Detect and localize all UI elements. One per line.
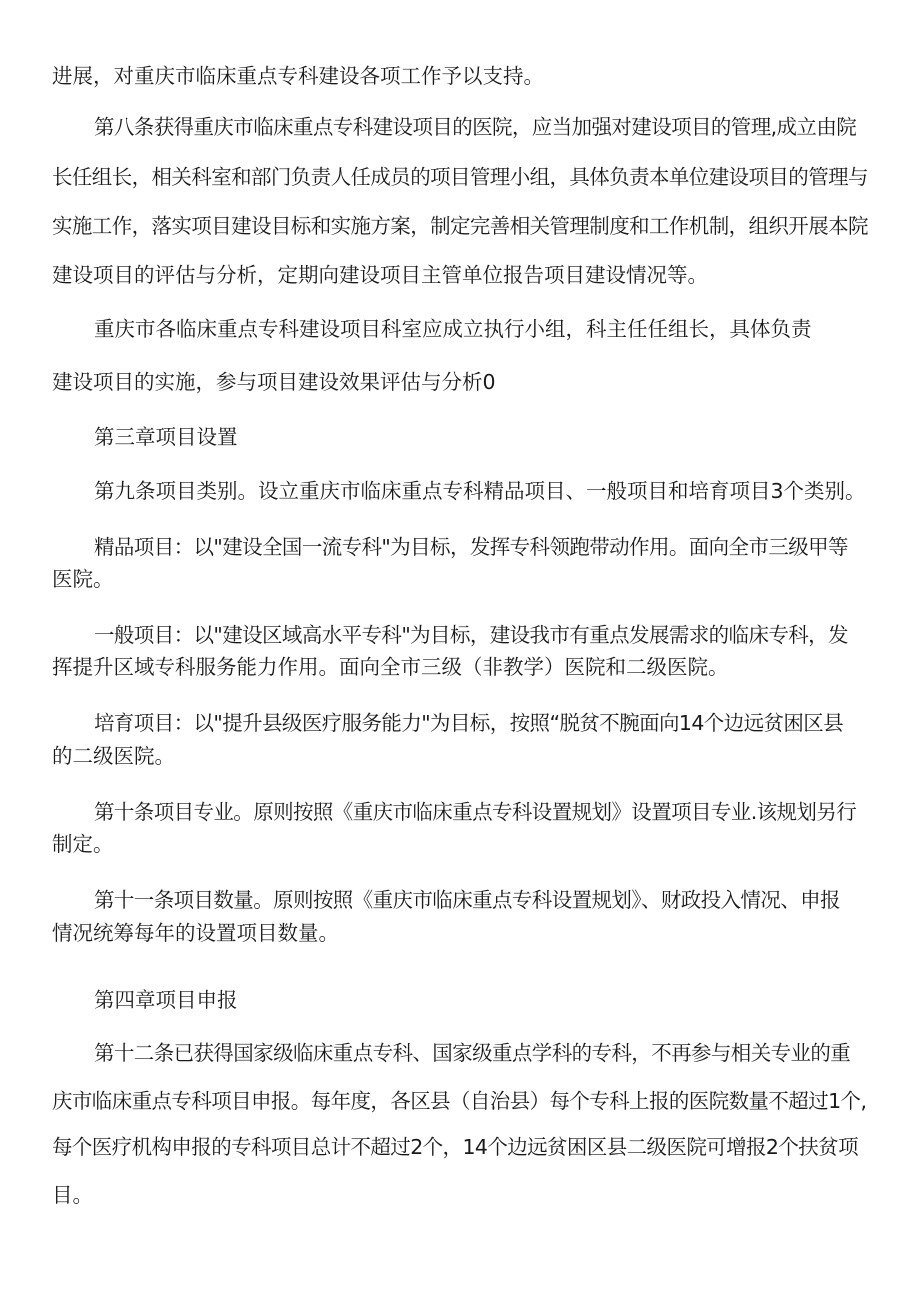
text-line: 重庆市各临床重点专科建设项目科室应成立执行小组，科主任任组长，具体负责 bbox=[94, 317, 812, 341]
text-line: 目。 bbox=[52, 1183, 93, 1207]
text-line: 第十条项目专业。原则按照《重庆市临床重点专科设置规划》设置项目专业.该规划另行 bbox=[94, 800, 857, 824]
text-line: 第九条项目类别。设立重庆市临床重点专科精品项目、一般项目和培育项目3个类别。 bbox=[94, 479, 866, 503]
text-line: 制定。 bbox=[52, 832, 114, 856]
text-line: 第十二条已获得国家级临床重点专科、国家级重点学科的专科，不再参与相关专业的重 bbox=[94, 1041, 851, 1065]
text-line: 庆市临床重点专科项目申报。每年度，各区县（自治县）每个专科上报的医院数量不超过1个, bbox=[52, 1089, 867, 1113]
text-line: 第十一条项目数量。原则按照《重庆市临床重点专科设置规划》、财政投入情况、申报 bbox=[94, 888, 840, 912]
section-heading: 第四章项目申报 bbox=[94, 988, 238, 1012]
text-line: 长任组长，相关科室和部门负责人任成员的项目管理小组，具体负责本单位建设项目的管理与 bbox=[52, 165, 868, 189]
text-line: 挥提升区域专科服务能力作用。面向全市三级（非教学）医院和二级医院。 bbox=[52, 655, 729, 679]
text-line: 建设项目的实施，参与项目建设效果评估与分析0 bbox=[52, 370, 496, 394]
text-line: 培育项目：以"提升县级医疗服务能力"为目标，按照“脱贫不腕面向14个边远贫困区县 bbox=[94, 711, 844, 735]
text-line: 的二级医院。 bbox=[52, 744, 175, 768]
text-line: 每个医疗机构申报的专科项目总计不超过2个，14个边远贫困区县二级医院可增报2个扶贫项 bbox=[52, 1135, 858, 1159]
text-line: 实施工作，落实项目建设目标和实施方案，制定完善相关管理制度和工作机制，组织开展本院 bbox=[52, 214, 868, 238]
text-line: 医院。 bbox=[52, 567, 114, 591]
text-line: 一般项目：以"建设区域高水平专科"为目标，建设我市有重点发展需求的临床专科，发 bbox=[94, 623, 848, 647]
text-line: 精品项目：以"建设全国一流专科"为目标，发挥专科领跑带动作用。面向全市三级甲等 bbox=[94, 535, 848, 559]
text-line: 第八条获得重庆市临床重点专科建设项目的医院，应当加强对建设项目的管理,成立由院 bbox=[94, 115, 857, 139]
section-heading: 第三章项目设置 bbox=[94, 425, 238, 449]
text-line: 建设项目的评估与分析，定期向建设项目主管单位报告项目建设情况等。 bbox=[52, 263, 708, 287]
text-line: 情况统筹每年的设置项目数量。 bbox=[52, 921, 339, 945]
text-line: 进展，对重庆市临床重点专科建设各项工作予以支持。 bbox=[52, 64, 544, 88]
